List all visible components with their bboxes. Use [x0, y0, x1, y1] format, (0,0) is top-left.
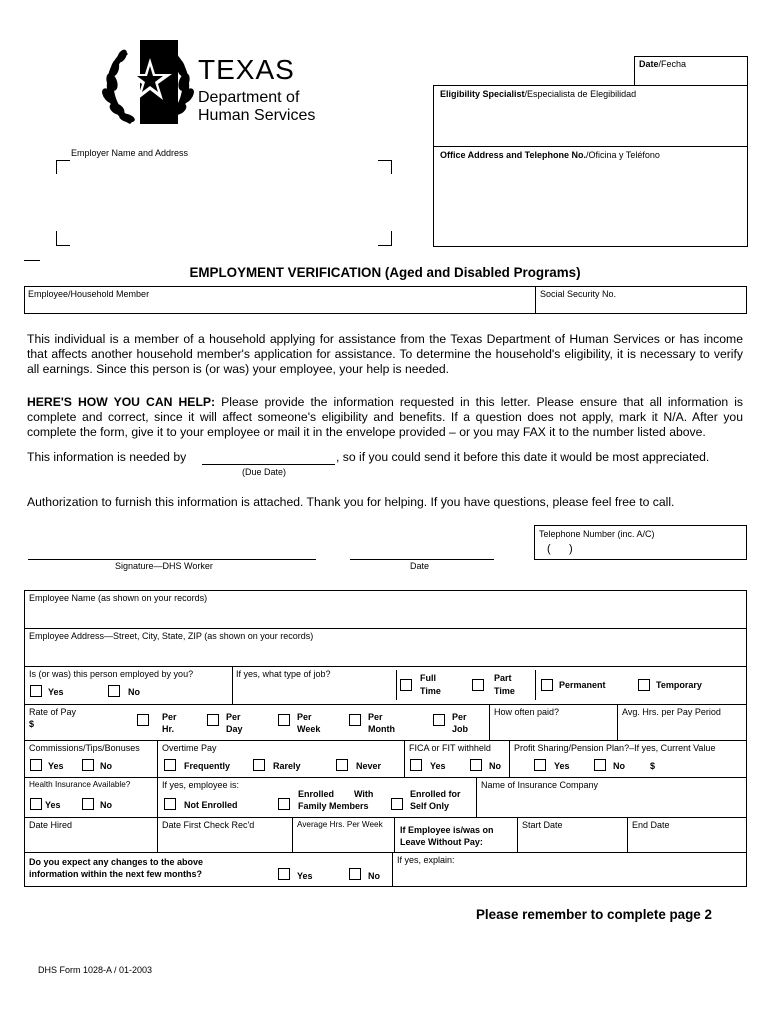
enrolled-self-label-1: Enrolled for	[410, 789, 461, 799]
commissions-no-label: No	[100, 761, 112, 771]
authorization-text: Authorization to furnish this information is attached. Thank you for helping. If you have questions, please feel free to call.	[27, 495, 675, 509]
per-job-label-2: Job	[452, 724, 469, 734]
profit-sharing-yes-label: Yes	[554, 761, 570, 771]
employee-name-field[interactable]	[25, 605, 746, 627]
overtime-label: Overtime Pay	[162, 743, 217, 753]
per-day-checkbox[interactable]	[207, 714, 219, 726]
enrolled-family-label-2: Family Members	[298, 801, 369, 811]
changes-yes-checkbox[interactable]	[278, 868, 290, 880]
employer-name-field[interactable]	[56, 160, 392, 246]
full-time-label-2: Time	[420, 686, 441, 696]
employed-no-label: No	[128, 687, 140, 697]
date-label: Date/Fecha	[639, 59, 687, 69]
health-ins-no-checkbox[interactable]	[82, 798, 94, 810]
how-often-paid-field[interactable]	[490, 718, 616, 739]
employee-household-member-label: Employee/Household Member	[28, 289, 150, 299]
employed-yes-checkbox[interactable]	[30, 685, 42, 697]
part-time-label-1: Part	[494, 673, 512, 683]
employee-address-field[interactable]	[25, 643, 746, 665]
enrolled-self-checkbox[interactable]	[391, 798, 403, 810]
signature-line[interactable]	[28, 559, 316, 560]
due-date-label: (Due Date)	[242, 467, 287, 477]
enrolled-self-label-2: Self Only	[410, 801, 450, 811]
commissions-label: Commissions/Tips/Bonuses	[29, 743, 140, 753]
fica-no-checkbox[interactable]	[470, 759, 482, 771]
eligibility-specialist-label: Eligibility Specialist/Especialista de Elegibilidad	[440, 89, 637, 99]
employee-address-label: Employee Address—Street, City, State, ZIP (as shown on your records)	[29, 631, 314, 641]
overtime-frequently-label: Frequently	[184, 761, 231, 771]
per-day-label-1: Per	[226, 712, 241, 722]
profit-sharing-no-checkbox[interactable]	[594, 759, 606, 771]
office-address-label: Office Address and Telephone No./Oficina y Teléfono	[440, 150, 660, 160]
help-heading: HERE'S HOW YOU CAN HELP:	[27, 395, 216, 409]
how-often-paid-label: How often paid?	[494, 707, 560, 717]
enrolled-family-checkbox[interactable]	[278, 798, 290, 810]
profit-sharing-yes-checkbox[interactable]	[534, 759, 546, 771]
temporary-checkbox[interactable]	[638, 679, 650, 691]
signature-date-label: Date	[410, 561, 430, 571]
avg-hrs-week-field[interactable]	[293, 831, 393, 851]
per-hour-label-1: Per	[162, 712, 177, 722]
end-date-field[interactable]	[628, 831, 746, 851]
health-ins-yes-label: Yes	[45, 800, 61, 810]
date-box[interactable]	[634, 56, 748, 86]
permanent-label: Permanent	[559, 680, 606, 690]
per-day-label-2: Day	[226, 724, 243, 734]
org-name-texas: TEXAS	[198, 54, 295, 85]
form-title: EMPLOYMENT VERIFICATION (Aged and Disabled Programs)	[189, 265, 581, 280]
changes-no-checkbox[interactable]	[349, 868, 361, 880]
per-job-label-1: Per	[452, 712, 467, 722]
health-insurance-label: Health Insurance Available?	[29, 780, 131, 789]
reminder-text: Please remember to complete page 2	[476, 907, 712, 922]
per-job-checkbox[interactable]	[433, 714, 445, 726]
overtime-frequently-checkbox[interactable]	[164, 759, 176, 771]
health-ins-no-label: No	[100, 800, 112, 810]
per-hour-label-2: Hr.	[162, 724, 175, 734]
needed-by-suffix: , so if you could send it before this date it would be most appreciated.	[336, 450, 710, 464]
per-week-label-1: Per	[297, 712, 312, 722]
profit-sharing-label: Profit Sharing/Pension Plan?–If yes, Current Value	[514, 743, 716, 753]
office-address-field[interactable]	[434, 162, 746, 245]
overtime-rarely-label: Rarely	[273, 761, 301, 771]
temporary-label: Temporary	[656, 680, 702, 690]
profit-sharing-no-label: No	[613, 761, 625, 771]
start-date-label: Start Date	[522, 820, 563, 830]
profit-sharing-dollar: $	[650, 761, 656, 771]
fica-no-label: No	[489, 761, 501, 771]
avg-hrs-label: Avg. Hrs. per Pay Period	[622, 707, 721, 717]
needed-by-prefix: This information is needed by	[27, 450, 187, 464]
overtime-never-label: Never	[356, 761, 382, 771]
ssn-field[interactable]	[536, 300, 746, 313]
help-text: Please provide the information requested in this letter. Please ensure that all information is complete and correct, since it will affect someone's eligibility and benefits. If a question does not apply, mark it N/A. After you complete the form, give it to your employee or mail it in the envelope provided – or you may FAX it to the number listed above.	[27, 395, 744, 439]
per-month-label-1: Per	[368, 712, 383, 722]
rate-of-pay-label: Rate of Pay	[29, 707, 77, 717]
intro-paragraph: This individual is a member of a household applying for assistance from the Texas Department of Human Services or has income that affects another household member's application for assistance. To determine the household's eligibility, it is necessary to verify all earnings. Since this person is (or was) your employee, your help is needed.	[27, 332, 743, 376]
avg-hrs-field[interactable]	[618, 718, 746, 739]
employee-name-label: Employee Name (as shown on your records)	[29, 593, 208, 603]
fica-yes-checkbox[interactable]	[410, 759, 422, 771]
fica-yes-label: Yes	[430, 761, 446, 771]
per-month-checkbox[interactable]	[349, 714, 361, 726]
insurance-company-field[interactable]	[477, 792, 746, 816]
rate-dollar-sign: $	[29, 719, 35, 729]
end-date-label: End Date	[632, 820, 670, 830]
employed-question: Is (or was) this person employed by you?	[29, 669, 194, 679]
eligibility-specialist-field[interactable]	[434, 100, 746, 145]
commissions-yes-label: Yes	[48, 761, 64, 771]
commissions-yes-checkbox[interactable]	[30, 759, 42, 771]
if-yes-employee-label: If yes, employee is:	[162, 780, 240, 790]
telephone-label: Telephone Number (inc. A/C)	[539, 529, 655, 539]
per-week-checkbox[interactable]	[278, 714, 290, 726]
part-time-checkbox[interactable]	[472, 679, 484, 691]
fica-label: FICA or FIT withheld	[409, 743, 491, 753]
insurance-company-label: Name of Insurance Company	[481, 780, 599, 790]
form-number: DHS Form 1028-A / 01-2003	[38, 965, 153, 975]
date-hired-label: Date Hired	[29, 820, 73, 830]
employee-household-member-field[interactable]	[25, 300, 534, 313]
not-enrolled-checkbox[interactable]	[164, 798, 176, 810]
signature-label: Signature—DHS Worker	[115, 561, 213, 571]
not-enrolled-label: Not Enrolled	[184, 800, 238, 810]
employed-yes-label: Yes	[48, 687, 64, 697]
telephone-area-code: ( )	[547, 543, 573, 555]
org-name-line3: Human Services	[198, 107, 316, 124]
full-time-label-1: Full	[420, 673, 436, 683]
org-name-line2: Department of	[198, 89, 300, 106]
job-type-question: If yes, what type of job?	[236, 669, 331, 679]
rate-of-pay-field[interactable]	[38, 716, 128, 736]
full-time-checkbox[interactable]	[400, 679, 412, 691]
if-yes-explain-field[interactable]	[393, 866, 746, 886]
health-ins-yes-checkbox[interactable]	[30, 798, 42, 810]
employed-no-checkbox[interactable]	[108, 685, 120, 697]
profit-sharing-value-field[interactable]	[660, 756, 746, 776]
telephone-box[interactable]	[534, 525, 747, 560]
dhs-logo	[100, 38, 315, 130]
texas-seal-icon	[100, 38, 196, 130]
commissions-no-checkbox[interactable]	[82, 759, 94, 771]
due-date-field[interactable]	[202, 464, 335, 465]
signature-date-line[interactable]	[350, 559, 494, 560]
start-date-field[interactable]	[518, 831, 626, 851]
per-hour-checkbox[interactable]	[137, 714, 149, 726]
overtime-rarely-checkbox[interactable]	[253, 759, 265, 771]
first-check-field[interactable]	[158, 831, 291, 851]
overtime-never-checkbox[interactable]	[336, 759, 348, 771]
changes-no-label: No	[368, 871, 380, 881]
changes-question-1: Do you expect any changes to the above	[29, 857, 204, 867]
per-week-label-2: Week	[297, 724, 321, 734]
enrolled-family-label-1: Enrolled With	[298, 789, 374, 799]
per-month-label-2: Month	[368, 724, 395, 734]
changes-question-2: information within the next few months?	[29, 869, 202, 879]
part-time-label-2: Time	[494, 686, 515, 696]
help-paragraph	[27, 395, 743, 440]
if-yes-explain-label: If yes, explain:	[397, 855, 455, 865]
permanent-checkbox[interactable]	[541, 679, 553, 691]
avg-hrs-week-label: Average Hrs. Per Week	[297, 820, 383, 829]
leave-without-pay-label-2: Leave Without Pay:	[400, 837, 483, 847]
date-hired-field[interactable]	[25, 831, 156, 851]
employer-name-label: Employer Name and Address	[71, 148, 189, 158]
leave-without-pay-label-1: If Employee is/was on	[400, 825, 494, 835]
changes-yes-label: Yes	[297, 871, 313, 881]
first-check-label: Date First Check Rec'd	[162, 820, 255, 830]
ssn-label: Social Security No.	[540, 289, 617, 299]
